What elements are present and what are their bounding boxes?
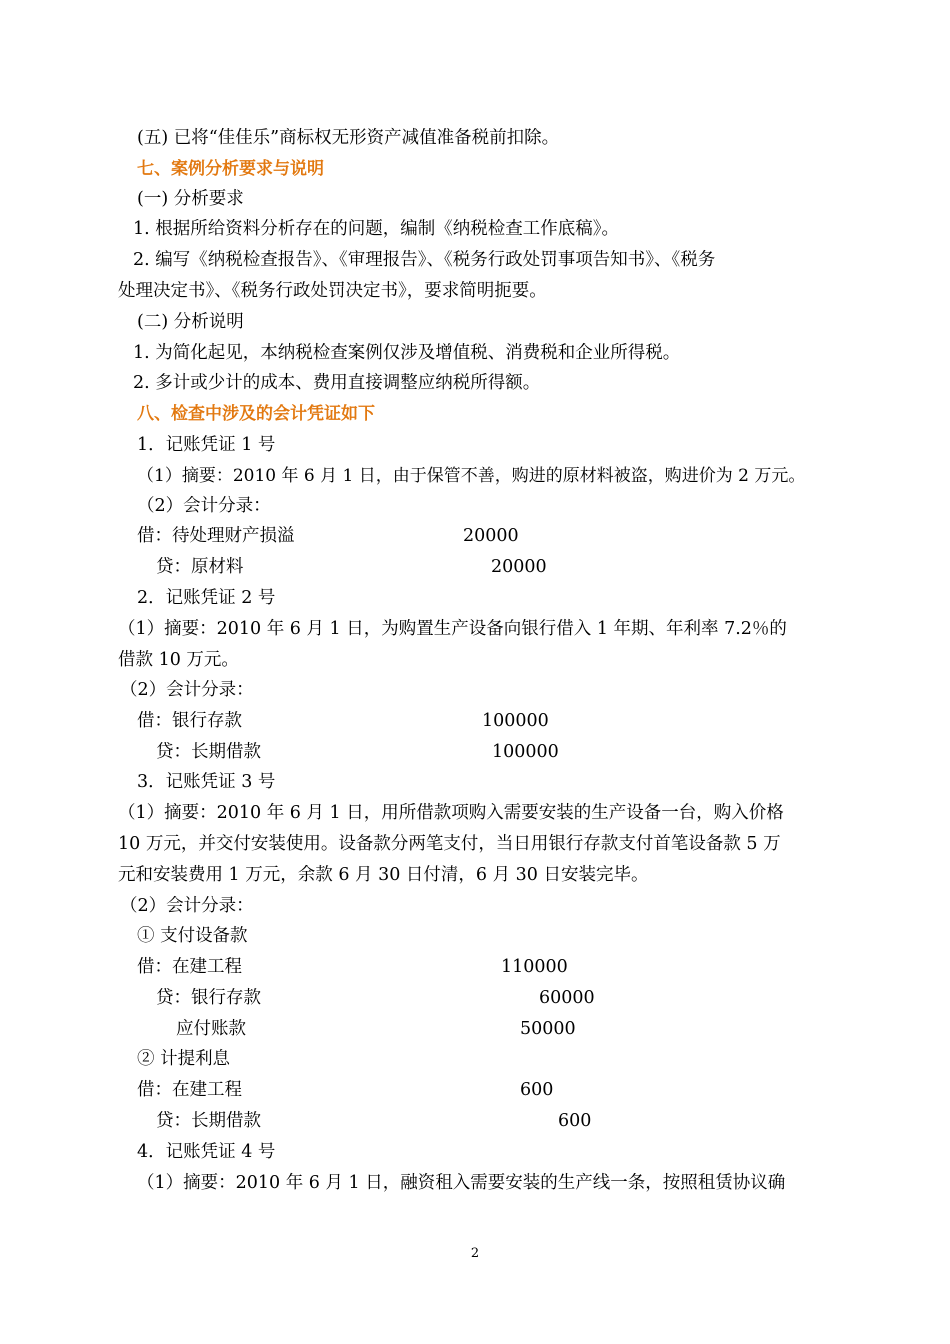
credit-line: 应付账款 <box>176 1019 246 1039</box>
amount: 110000 <box>501 957 568 977</box>
text-line: 10 万元，并交付安装使用。设备款分两笔支付，当日用银行存款支付首笔设备款 5 万 <box>118 834 781 854</box>
text-line: （1）摘要：2010 年 6 月 1 日，用所借款项购入需要安装的生产设备一台，购入价格 <box>118 803 784 823</box>
text-line: 处理决定书》、《税务行政处罚决定书》，要求简明扼要。 <box>118 281 547 301</box>
text-line: 1. 根据所给资料分析存在的问题，编制《纳税检查工作底稿》。 <box>133 219 620 239</box>
text-line: 借款 10 万元。 <box>118 650 239 670</box>
text-line: (五) 已将“佳佳乐”商标权无形资产减值准备税前扣除。 <box>137 128 560 148</box>
text-line: ② 计提利息 <box>137 1049 231 1069</box>
text-line: （1）摘要：2010 年 6 月 1 日，由于保管不善，购进的原材料被盗，购进价为 2 万元。 <box>137 466 806 486</box>
text-line: （1）摘要：2010 年 6 月 1 日，融资租入需要安装的生产线一条，按照租赁协议确 <box>137 1173 786 1193</box>
debit-line: 借：待处理财产损溢 <box>137 526 295 546</box>
debit-line: 借：在建工程 <box>137 957 242 977</box>
text-line: （2）会计分录： <box>120 896 254 916</box>
credit-line: 贷：长期借款 <box>156 1111 261 1131</box>
credit-line: 贷：原材料 <box>156 557 244 577</box>
text-line: ① 支付设备款 <box>137 926 248 946</box>
amount: 100000 <box>492 742 559 762</box>
text-line: （1）摘要：2010 年 6 月 1 日，为购置生产设备向银行借入 1 年期、年利率 7.2％的 <box>118 619 787 639</box>
credit-line: 贷：银行存款 <box>156 988 261 1008</box>
credit-line: 贷：长期借款 <box>156 742 261 762</box>
text-line: （2）会计分录： <box>120 680 254 700</box>
debit-line: 借：银行存款 <box>137 711 242 731</box>
amount: 20000 <box>463 526 519 546</box>
page-number: 2 <box>470 1246 480 1261</box>
text-line: （2）会计分录： <box>137 496 271 516</box>
section-heading: 七、案例分析要求与说明 <box>137 159 324 179</box>
amount: 100000 <box>482 711 549 731</box>
text-line: 4．记账凭证 4 号 <box>137 1142 276 1162</box>
text-line: (一) 分析要求 <box>137 189 244 209</box>
text-line: 1．记账凭证 1 号 <box>137 435 276 455</box>
amount: 20000 <box>491 557 547 577</box>
text-line: 2. 编写《纳税检查报告》、《审理报告》、《税务行政处罚事项告知书》、《税务 <box>133 250 716 270</box>
amount: 60000 <box>539 988 595 1008</box>
debit-line: 借：在建工程 <box>137 1080 242 1100</box>
text-line: 2．记账凭证 2 号 <box>137 588 276 608</box>
section-heading: 八、检查中涉及的会计凭证如下 <box>137 404 375 424</box>
text-line: 元和安装费用 1 万元，余款 6 月 30 日付清，6 月 30 日安装完毕。 <box>118 865 649 885</box>
amount: 600 <box>520 1080 554 1100</box>
amount: 600 <box>558 1111 592 1131</box>
text-line: 1. 为简化起见，本纳税检查案例仅涉及增值税、消费税和企业所得税。 <box>133 343 681 363</box>
text-line: 2. 多计或少计的成本、费用直接调整应纳税所得额。 <box>133 373 541 393</box>
text-line: 3．记账凭证 3 号 <box>137 772 276 792</box>
amount: 50000 <box>520 1019 576 1039</box>
text-line: (二) 分析说明 <box>137 312 244 332</box>
